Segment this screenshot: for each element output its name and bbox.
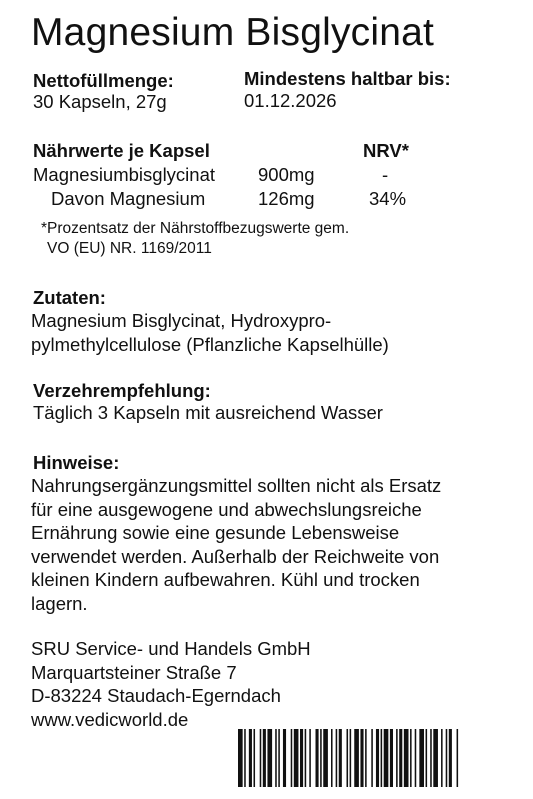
barcode-bar [381, 729, 383, 787]
barcode [238, 729, 530, 787]
ingredients-heading: Zutaten: [33, 287, 106, 308]
barcode-bar [323, 729, 328, 787]
barcode-bar [384, 729, 389, 787]
nutrition-row-2-nrv: 34% [369, 188, 407, 209]
barcode-bar [365, 729, 367, 787]
usage-text: Täglich 3 Kapseln mit ausreichend Wasser [33, 402, 383, 423]
barcode-bar [339, 729, 342, 787]
barcode-bar [347, 729, 349, 787]
barcode-bar [390, 729, 393, 787]
barcode-bar [404, 729, 409, 787]
barcode-bar [249, 729, 252, 787]
barcode-bar [283, 729, 286, 787]
company-name: SRU Service- und Handels GmbH [31, 638, 311, 659]
barcode-bar [430, 729, 432, 787]
notes-line: Nahrungsergänzungsmittel sollten nicht als Ersatz [31, 475, 442, 496]
best-before-value: 01.12.2026 [244, 90, 337, 111]
nutrition-row-1-amount: 900mg [258, 164, 315, 185]
barcode-bar [371, 729, 373, 787]
barcode-bar [278, 729, 280, 787]
nutrition-heading: Nährwerte je Kapsel [33, 140, 210, 161]
nrv-heading: NRV* [363, 140, 409, 161]
barcode-bar [457, 729, 459, 787]
company-street: Marquartsteiner Straße 7 [31, 661, 237, 683]
barcode-bar [415, 729, 417, 787]
barcode-bar [316, 729, 319, 787]
net-quantity-heading: Nettofüllmenge: [33, 70, 174, 91]
notes-line: kleinen Kindern aufbewahren. Kühl und trocken [31, 569, 420, 590]
barcode-bar [376, 729, 379, 787]
usage-heading: Verzehrempfehlung: [33, 380, 211, 401]
notes-line: Ernährung sowie eine gesunde Lebensweise [31, 522, 400, 543]
barcode-bar [446, 729, 448, 787]
barcode-bar [305, 729, 307, 787]
barcode-bar [360, 729, 363, 787]
notes-text [31, 474, 511, 615]
barcode-bar [244, 729, 246, 787]
nutrition-row-1-nrv: - [382, 164, 389, 185]
ingredients-line: pylmethylcellulose (Pflanzliche Kapselhülle) [31, 333, 389, 355]
barcode-bar [267, 729, 272, 787]
barcode-bar [426, 729, 428, 787]
notes-line: verwendet werden. Außerhalb der Reichweite von [31, 545, 440, 567]
barcode-bar [291, 729, 293, 787]
nutrition-row-2-name: Davon Magnesium [51, 188, 206, 209]
barcode-bar [441, 729, 443, 787]
nutrition-row-2-amount: 126mg [258, 188, 315, 209]
nrv-footnote-line-2: VO (EU) NR. 1169/2011 [47, 240, 212, 257]
barcode-bar [419, 729, 424, 787]
barcode-bar [294, 729, 299, 787]
ingredients-text [31, 309, 511, 356]
barcode-bar [260, 729, 262, 787]
barcode-bar [254, 729, 256, 787]
company-website[interactable]: www.vedicworld.de [31, 708, 189, 730]
barcode-bar [238, 729, 243, 787]
barcode-bar [410, 729, 412, 787]
product-title: Magnesium Bisglycinat [31, 11, 435, 54]
barcode-bar [300, 729, 303, 787]
barcode-bar [396, 729, 398, 787]
net-quantity-value: 30 Kapseln, 27g [33, 91, 167, 112]
barcode-bar [263, 729, 266, 787]
nrv-footnote-line-1: *Prozentsatz der Nährstoffbezugswerte gem. [41, 220, 350, 237]
barcode-bar [320, 729, 322, 787]
best-before-heading: Mindestens haltbar bis: [244, 68, 451, 89]
barcode-bar [336, 729, 338, 787]
nutrition-row-1-name: Magnesiumbisglycinat [33, 164, 216, 185]
notes-line: für eine ausgewogene und abwechslungsreiche [31, 498, 422, 520]
barcode-bar [350, 729, 352, 787]
barcode-bar [275, 729, 277, 787]
notes-heading: Hinweise: [33, 452, 120, 473]
company-address [31, 637, 511, 731]
barcode-bar [449, 729, 452, 787]
barcode-bar [433, 729, 438, 787]
barcode-bar [309, 729, 311, 787]
notes-line: lagern. [31, 592, 88, 614]
barcode-bar [354, 729, 359, 787]
company-city: D-83224 Staudach-Egerndach [31, 685, 281, 706]
ingredients-line: Magnesium Bisglycinat, Hydroxypro- [31, 310, 332, 331]
barcode-bar [399, 729, 402, 787]
barcode-bar [331, 729, 333, 787]
